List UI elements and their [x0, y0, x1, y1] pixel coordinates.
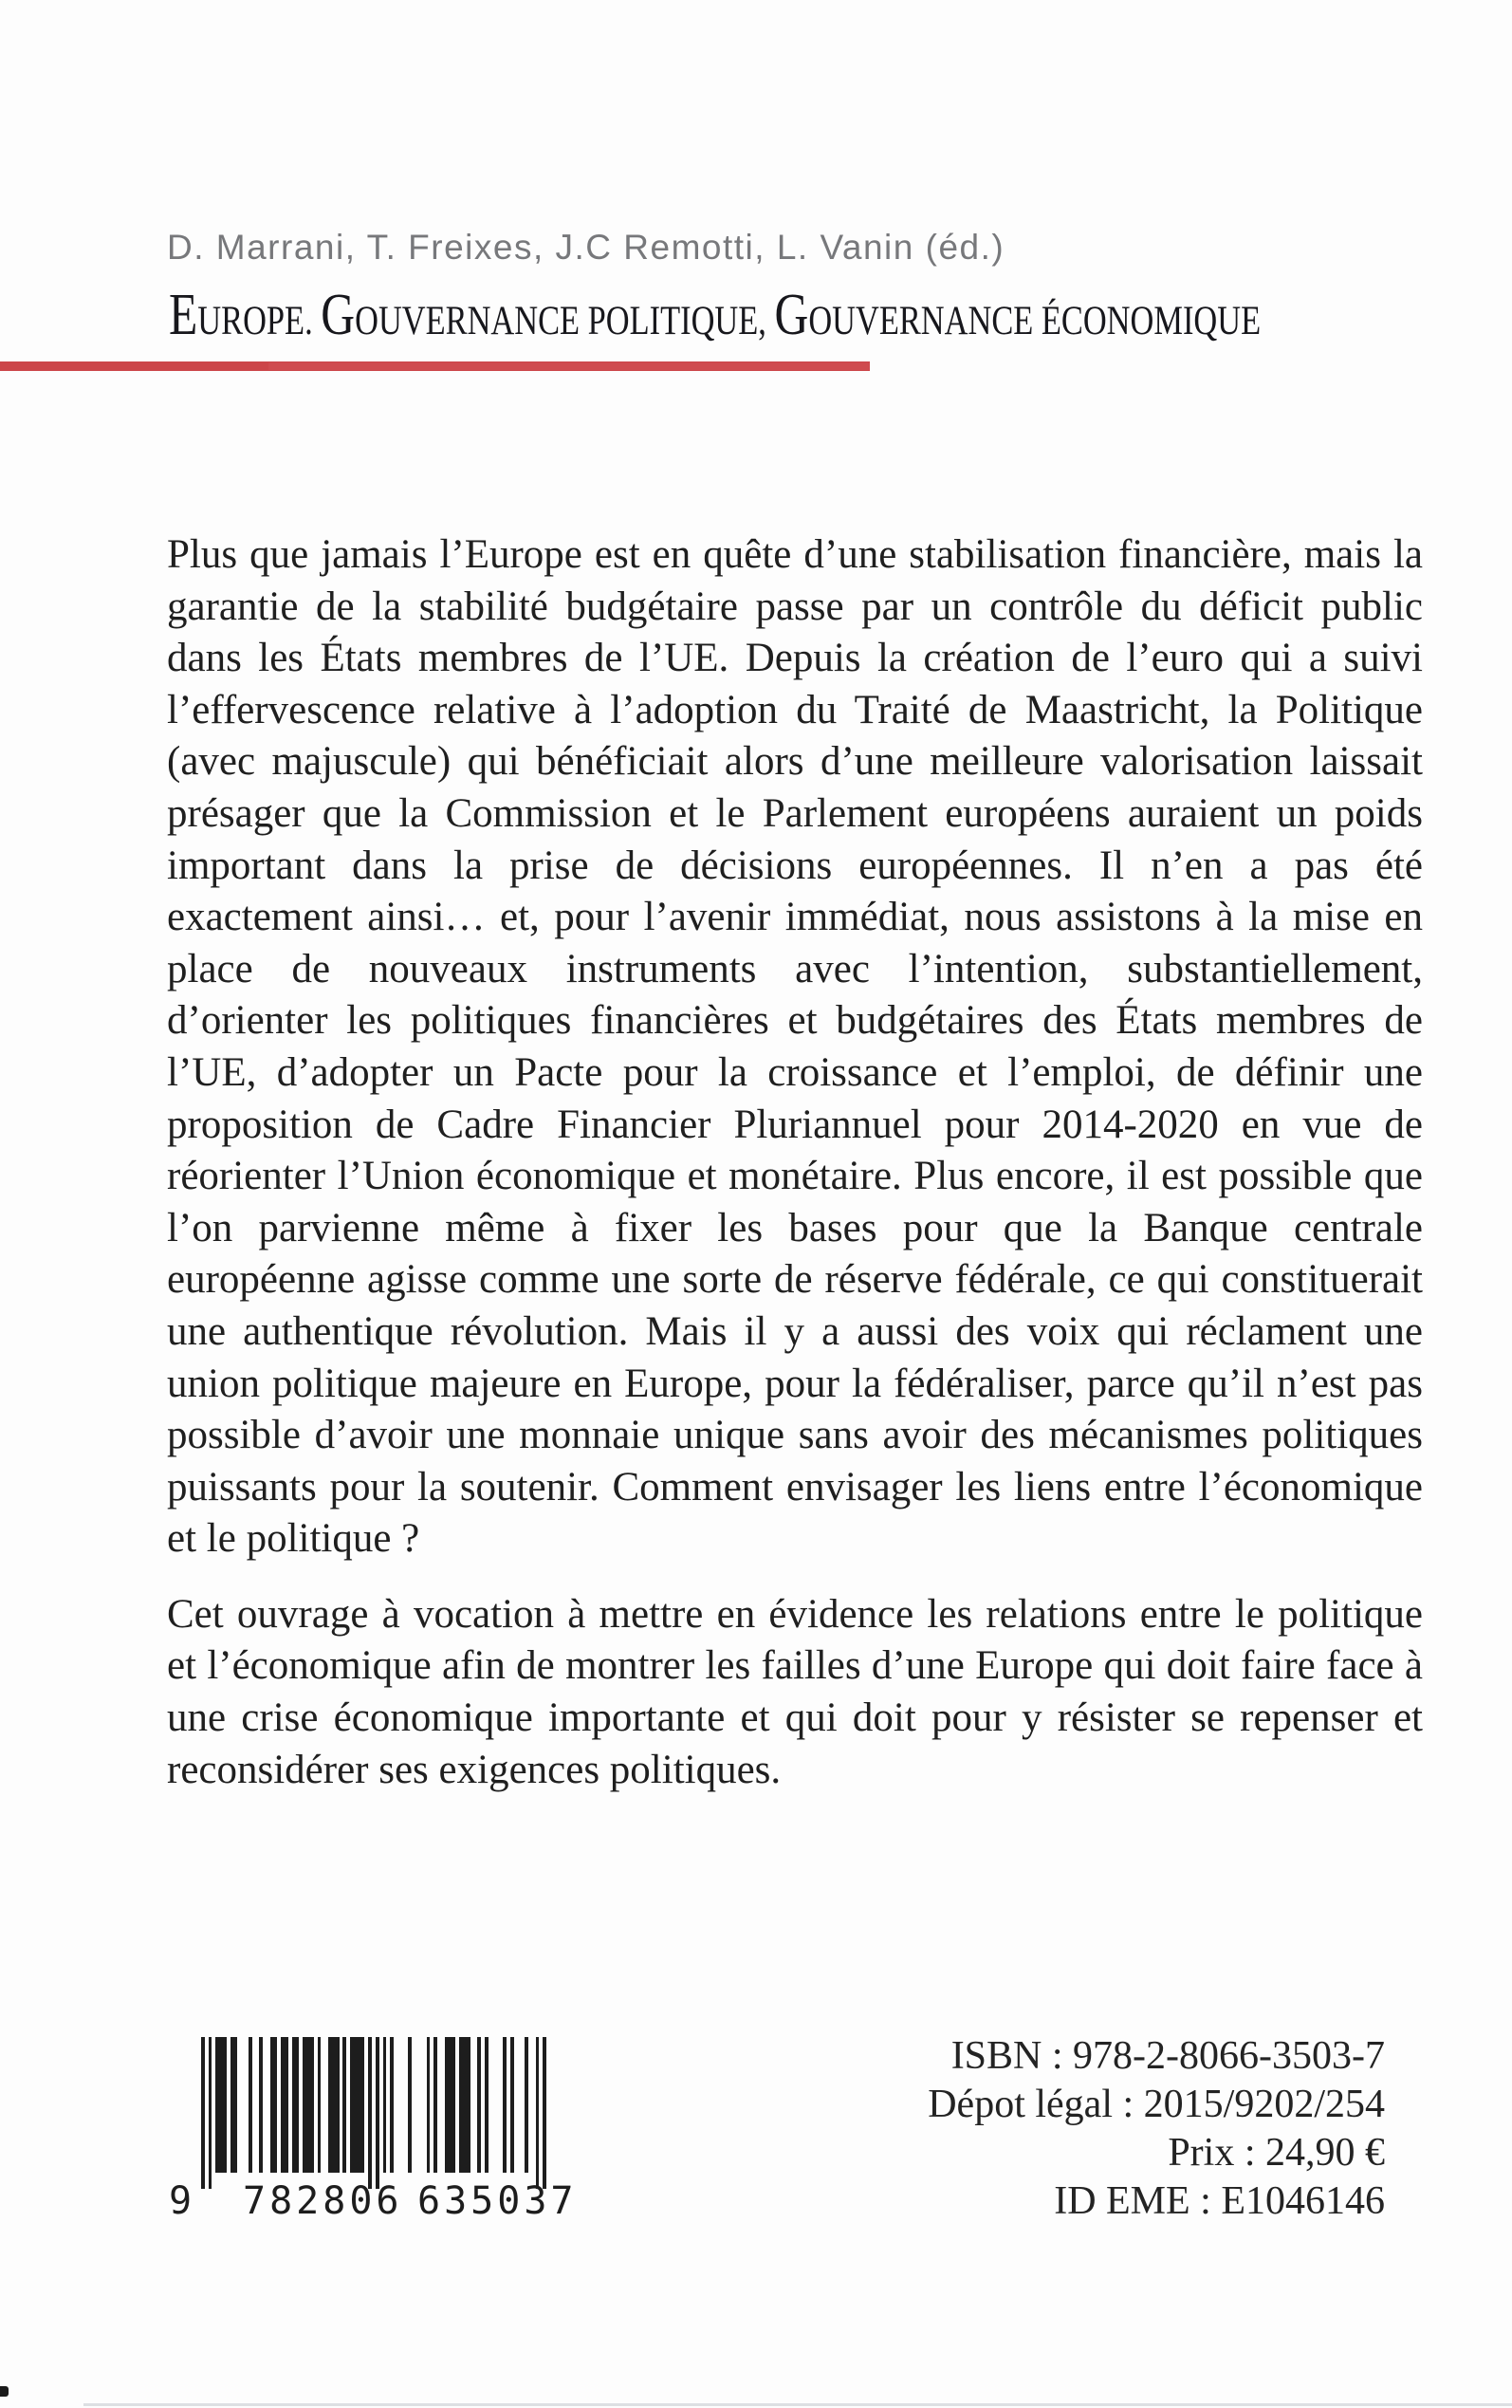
- title-smallcaps: OUVERNANCE ÉCONOMIQUE: [808, 299, 1262, 343]
- barcode-bar: [503, 2037, 507, 2173]
- barcode-bar: [543, 2037, 546, 2189]
- ean13-barcode: [169, 2037, 578, 2227]
- barcode-bar: [459, 2037, 470, 2173]
- synopsis: [167, 529, 1423, 1796]
- barcode-bar: [342, 2037, 346, 2173]
- barcode-bar: [485, 2037, 489, 2173]
- authors-line: D. Marrani, T. Freixes, J.C Remotti, L. Vanin (éd.): [167, 228, 1005, 267]
- barcode-bar: [390, 2037, 394, 2173]
- barcode-bar: [201, 2037, 205, 2189]
- imprint-price: Prix : 24,90 €: [1168, 2131, 1385, 2175]
- imprint-id-eme: ID EME : E1046146: [1054, 2179, 1385, 2223]
- barcode-bar: [368, 2037, 372, 2189]
- title-initial-cap: G: [321, 283, 356, 347]
- red-accent-rule-tail: [268, 362, 870, 370]
- barcode-bar: [433, 2037, 437, 2173]
- barcode-bar: [209, 2037, 212, 2189]
- barcode-digits-left: 782806: [243, 2179, 403, 2223]
- barcode-digits-right: 635037: [417, 2179, 578, 2223]
- synopsis-paragraph-2: Cet ouvrage à vocation à mettre en évidence les relations entre le politique et l’économique afin de montrer les failles d’une Europe qui doit faire face à une crise économique importante et qui doit pour y résister se repenser et reconsidérer ses exigences politiques.: [167, 1591, 1423, 1792]
- barcode-digit-first: 9: [169, 2179, 193, 2223]
- imprint-block: [928, 2032, 1385, 2226]
- barcode-bar: [427, 2037, 431, 2173]
- barcode-bar: [383, 2037, 387, 2173]
- barcode-bar: [270, 2037, 278, 2173]
- barcode-bar: [376, 2037, 379, 2189]
- book-title: [169, 285, 1261, 352]
- imprint-depot-legal: Dépot légal : 2015/9202/254: [928, 2083, 1385, 2126]
- barcode-bar: [328, 2037, 339, 2173]
- barcode-bar: [408, 2037, 412, 2173]
- page-edge-speck: [0, 2386, 9, 2397]
- imprint-isbn: ISBN : 978-2-8066-3503-7: [950, 2034, 1385, 2078]
- barcode-bar: [318, 2037, 322, 2173]
- barcode-bar: [445, 2037, 455, 2173]
- ean13-bars: [201, 2037, 546, 2189]
- barcode-bar: [259, 2037, 263, 2173]
- barcode-bar: [292, 2037, 300, 2173]
- synopsis-paragraph-1: Plus que jamais l’Europe est en quête d’une stabilisation financière, mais la garantie de la stabilité budgétaire passe par un contrôle du déficit public dans les États membres de l’UE. Depuis la création de l’euro qui a suivi l’effervescence relative à l’adoption du Traité de Maastricht, la Politique (avec majuscule) qui bénéficiait alors d’une meilleure valorisation laissait présager que la Commission et le Parlement européens auraient un poids important dans la prise de décisions européennes. Il n’en a pas été exactement ainsi… et, pour l’avenir immédiat, nous assistons à la mise en place de nouveaux instruments avec l’intention, substantiellement, d’orienter les politiques financières et budgétaires des États membres de l’UE, d’adopter un Pacte pour la croissance et l’emploi, de définir une proposition de Cadre Financier Pluriannuel pour 2014-2020 en vue de réorienter l’Union économique et monétaire. Plus encore, il est possible que l’on parvienne même à fixer les bases pour que la Banque centrale européenne agisse comme une sorte de réserve fédérale, ce qui constituerait une authentique révolution. Mais il y a aussi des voix qui réclament une union politique majeure en Europe, pour la fédéraliser, parce qu’il n’est pas possible d’avoir une monnaie unique sans avoir des mécanismes politiques puissants pour la soutenir. Comment envisager les liens entre l’économique et le politique ?: [167, 532, 1423, 1562]
- barcode-bar: [525, 2037, 528, 2173]
- barcode-bar: [230, 2037, 238, 2173]
- barcode-bar: [281, 2037, 288, 2173]
- barcode-bar: [536, 2037, 540, 2189]
- barcode-bar: [510, 2037, 514, 2173]
- page-bottom-edge-artifact: [83, 2403, 1512, 2406]
- title-smallcaps: OUVERNANCE POLITIQUE,: [355, 299, 775, 343]
- red-accent-rule: [0, 361, 870, 371]
- barcode-bar: [303, 2037, 313, 2173]
- barcode-bar: [215, 2037, 226, 2173]
- title-initial-cap: E: [169, 283, 198, 347]
- barcode-bar: [249, 2037, 252, 2173]
- title-initial-cap: G: [774, 283, 809, 347]
- title-smallcaps: UROPE.: [197, 299, 322, 343]
- barcode-bar: [350, 2037, 364, 2173]
- barcode-bar: [477, 2037, 481, 2173]
